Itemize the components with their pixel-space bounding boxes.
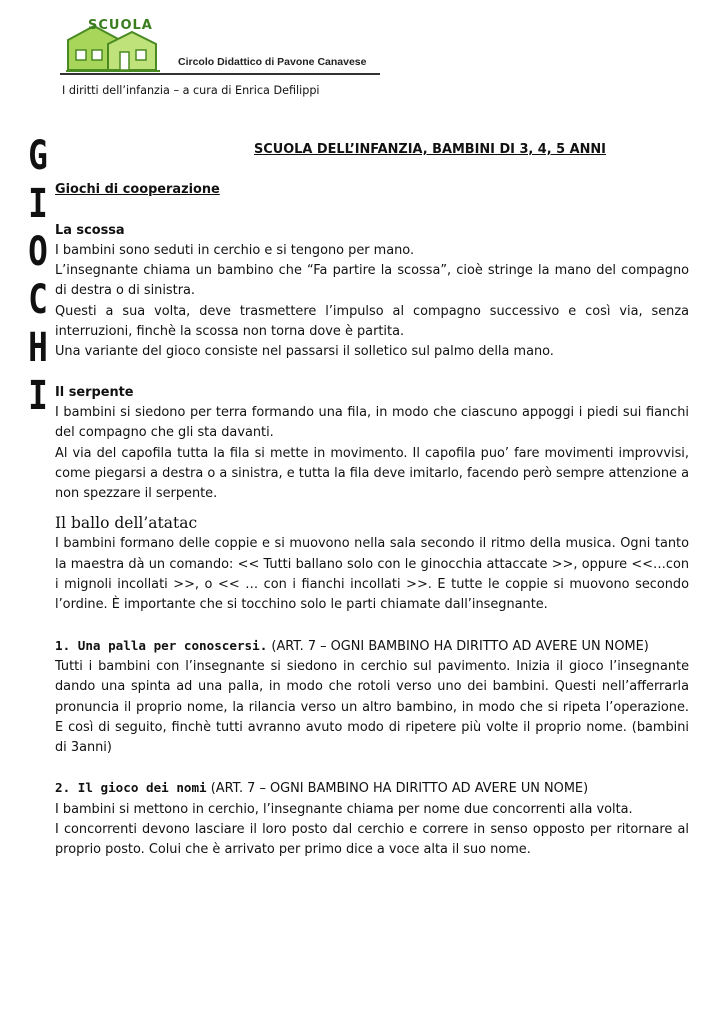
- paragraph: I bambini si mettono in cerchio, l’insegnante chiama per nome due concorrenti alla volta.: [55, 801, 633, 817]
- header-divider: [60, 73, 380, 75]
- rights-article: (ART. 7 – OGNI BAMBINO HA DIRITTO AD AVERE UN NOME): [206, 781, 589, 797]
- paragraph: Tutti i bambini con l’insegnante si siedono in cerchio sul pavimento. Inizia il gioco l’insegnante dando una spinta ad una palla, in modo che rotoli verso uno dei bambini. Questi nell’afferrarla pronuncia il proprio nome, la rilancia verso un altro bambino, in modo che si ripeta l’operazione. E così di seguito, finchè tutti avranno avuto modo di ripetere più volte il proprio nome. (bambini di 3anni): [55, 658, 689, 756]
- section-heading: Giochi di cooperazione: [55, 182, 220, 198]
- side-letter: H: [28, 325, 48, 371]
- side-letter: I: [28, 181, 48, 227]
- numbered-game-title: 1. Una palla per conoscersi.: [55, 637, 268, 653]
- side-title: [18, 132, 58, 420]
- game-title: Il serpente: [55, 384, 134, 400]
- side-letter: O: [28, 229, 48, 275]
- rights-article: (ART. 7 – OGNI BAMBINO HA DIRITTO AD AVERE UN NOME): [267, 638, 649, 654]
- paragraph: I bambini formano delle coppie e si muovono nella sala secondo il ritmo della musica. Ogni tanto la maestra dà un comando: << Tutti ballano solo con le ginocchia attaccate >>, oppure <<…con i mignoli incollati >>, o << … con i fianchi incollati >>. E tutte le coppie si muovono secondo l’ordine. È importante che si tocchino solo le parti chiamate dall’insegnante.: [55, 536, 689, 613]
- document-subtitle: I diritti dell’infanzia – a cura di Enrica Defilippi: [62, 84, 320, 97]
- side-letter: I: [28, 373, 48, 419]
- paragraph: Al via del capofila tutta la fila si mette in movimento. Il capofila puo’ fare movimenti improvvisi, come piegarsi a destra o a sinistra, e tutta la fila deve imitarlo, facendo però sempre attenzione a non spezzare il serpente.: [55, 445, 689, 502]
- paragraph: I bambini si siedono per terra formando una fila, in modo che ciascuno appoggi i piedi sui fianchi del compagno che gli sta davanti.: [55, 404, 689, 441]
- side-letter: C: [28, 277, 48, 323]
- paragraph: I concorrenti devono lasciare il loro posto dal cerchio e correre in senso opposto per ritornare al proprio posto. Colui che è arrivato per primo dice a voce alta il suo nome.: [55, 822, 689, 858]
- paragraph: Questi a sua volta, deve trasmettere l’impulso al compagno successivo e così via, senza interruzioni, finchè la scossa non torna dove è partita.: [55, 303, 689, 340]
- logo-text: SCUOLA: [88, 18, 153, 33]
- paragraph: Una variante del gioco consiste nel passarsi il solletico sul palmo della mano.: [55, 344, 554, 360]
- paragraph: L’insegnante chiama un bambino che “Fa partire la scossa”, cioè stringe la mano del compagno di destra o di sinistra.: [55, 263, 689, 299]
- org-name: Circolo Didattico di Pavone Canavese: [178, 56, 367, 68]
- page-title: SCUOLA DELL’INFANZIA, BAMBINI DI 3, 4, 5 ANNI: [254, 142, 606, 157]
- letterhead: [60, 18, 382, 80]
- numbered-game-heading: [55, 636, 689, 657]
- paragraph: I bambini sono seduti in cerchio e si tengono per mano.: [55, 242, 415, 258]
- side-letter: G: [28, 133, 48, 179]
- document-body: [55, 140, 689, 861]
- numbered-game-title: 2. Il gioco dei nomi: [55, 780, 207, 796]
- game-title: La scossa: [55, 222, 125, 238]
- school-logo: [64, 18, 164, 74]
- numbered-game-heading: [55, 778, 689, 799]
- ballo-heading: Il ballo dell’atatac: [55, 514, 198, 533]
